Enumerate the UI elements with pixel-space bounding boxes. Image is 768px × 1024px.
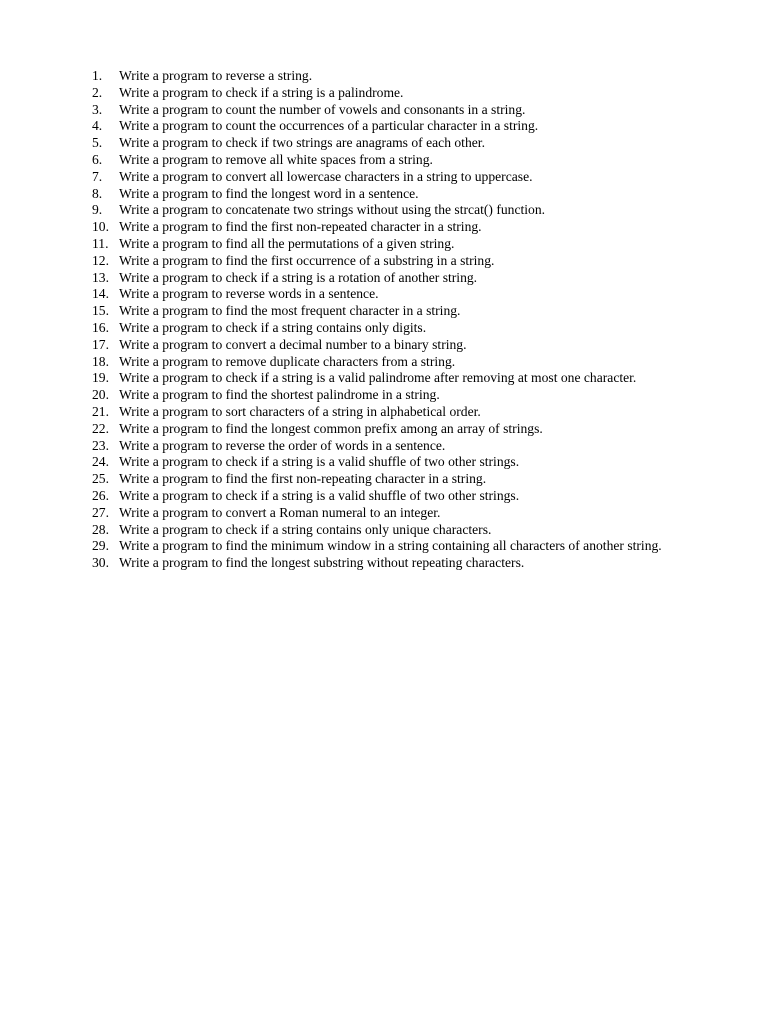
list-item-text: Write a program to check if a string is a valid shuffle of two other strings. <box>119 487 520 503</box>
list-item-text: Write a program to check if a string is a valid palindrome after removing at most one character. <box>119 370 637 386</box>
list-item-number: 24. <box>92 454 109 470</box>
list-item-number: 22. <box>92 420 109 436</box>
list-item <box>92 488 702 505</box>
list-item-number: 21. <box>92 403 109 419</box>
list-item <box>92 152 702 169</box>
list-item-number: 19. <box>92 370 109 386</box>
list-item-text: Write a program to find the longest common prefix among an array of strings. <box>119 420 543 436</box>
list-item-text: Write a program to convert a Roman numeral to an integer. <box>119 504 441 520</box>
list-item-text: Write a program to check if two strings are anagrams of each other. <box>119 135 485 151</box>
list-item <box>92 337 702 354</box>
list-item <box>92 404 702 421</box>
list-item <box>92 320 702 337</box>
list-item <box>92 102 702 119</box>
list-item-text: Write a program to check if a string is a valid shuffle of two other strings. <box>119 454 520 470</box>
list-item <box>92 85 702 102</box>
list-item-number: 1. <box>92 68 103 83</box>
list-item-number: 25. <box>92 471 109 487</box>
list-item <box>92 236 702 253</box>
list-item-number: 18. <box>92 353 109 369</box>
list-item <box>92 286 702 303</box>
list-item <box>92 505 702 522</box>
list-item <box>92 387 702 404</box>
list-item-text: Write a program to sort characters of a string in alphabetical order. <box>119 403 481 419</box>
list-item-text: Write a program to concatenate two strings without using the strcat() function. <box>119 202 546 218</box>
list-item-text: Write a program to find the longest substring without repeating characters. <box>119 555 525 571</box>
list-item <box>92 186 702 203</box>
list-item-text: Write a program to remove duplicate characters from a string. <box>119 353 456 369</box>
list-item <box>92 354 702 371</box>
list-item <box>92 438 702 455</box>
list-item <box>92 169 702 186</box>
list-item-text: Write a program to check if a string contains only unique characters. <box>119 521 492 537</box>
list-item <box>92 471 702 488</box>
list-item-text: Write a program to reverse the order of words in a sentence. <box>119 437 446 453</box>
list-item-text: Write a program to find the first non-repeated character in a string. <box>119 219 482 235</box>
list-item-number: 15. <box>92 303 109 319</box>
exercise-list <box>92 68 702 572</box>
list-item-text: Write a program to reverse a string. <box>119 68 313 83</box>
list-item-text: Write a program to find the shortest palindrome in a string. <box>119 387 440 403</box>
list-item-number: 11. <box>92 235 109 251</box>
list-item-number: 14. <box>92 286 109 302</box>
list-item <box>92 68 702 85</box>
list-item-text: Write a program to find the longest word in a sentence. <box>119 185 419 201</box>
list-item <box>92 454 702 471</box>
list-item-number: 30. <box>92 555 109 571</box>
list-item <box>92 538 702 555</box>
list-item-number: 5. <box>92 135 103 151</box>
list-item <box>92 421 702 438</box>
list-item-number: 9. <box>92 202 103 218</box>
list-item-number: 17. <box>92 336 109 352</box>
list-item <box>92 219 702 236</box>
list-item <box>92 253 702 270</box>
list-item-text: Write a program to find the first occurrence of a substring in a string. <box>119 252 495 268</box>
list-item <box>92 303 702 320</box>
list-item-text: Write a program to count the number of vowels and consonants in a string. <box>119 101 526 117</box>
list-item <box>92 202 702 219</box>
list-item-text: Write a program to reverse words in a sentence. <box>119 286 379 302</box>
list-item-number: 6. <box>92 151 103 167</box>
list-item-number: 7. <box>92 168 103 184</box>
list-item-number: 2. <box>92 84 103 100</box>
list-item-number: 8. <box>92 185 103 201</box>
list-item-text: Write a program to check if a string is a rotation of another string. <box>119 269 478 285</box>
list-item-text: Write a program to check if a string contains only digits. <box>119 319 427 335</box>
list-item-text: Write a program to convert all lowercase characters in a string to uppercase. <box>119 168 533 184</box>
list-item <box>92 270 702 287</box>
list-item <box>92 370 702 387</box>
list-item <box>92 555 702 572</box>
list-item-text: Write a program to find the minimum window in a string containing all characters of another string. <box>119 538 662 554</box>
list-item-text: Write a program to find the first non-repeating character in a string. <box>119 471 487 487</box>
list-item-number: 26. <box>92 487 109 503</box>
list-item-number: 4. <box>92 118 103 134</box>
list-item-text: Write a program to count the occurrences of a particular character in a string. <box>119 118 539 134</box>
list-item-number: 23. <box>92 437 109 453</box>
list-item-number: 27. <box>92 504 109 520</box>
list-item-text: Write a program to remove all white spaces from a string. <box>119 151 433 167</box>
list-item-number: 20. <box>92 387 109 403</box>
list-item-number: 12. <box>92 252 109 268</box>
list-item-number: 28. <box>92 521 109 537</box>
list-item-number: 16. <box>92 319 109 335</box>
list-item-number: 3. <box>92 101 103 117</box>
list-item <box>92 135 702 152</box>
list-item <box>92 522 702 539</box>
list-item-text: Write a program to check if a string is a palindrome. <box>119 84 404 100</box>
list-item-number: 29. <box>92 538 109 554</box>
list-item-number: 10. <box>92 219 109 235</box>
list-item-text: Write a program to convert a decimal number to a binary string. <box>119 336 467 352</box>
list-item-number: 13. <box>92 269 109 285</box>
list-item-text: Write a program to find the most frequent character in a string. <box>119 303 461 319</box>
list-item-text: Write a program to find all the permutations of a given string. <box>119 235 455 251</box>
list-item <box>92 118 702 135</box>
